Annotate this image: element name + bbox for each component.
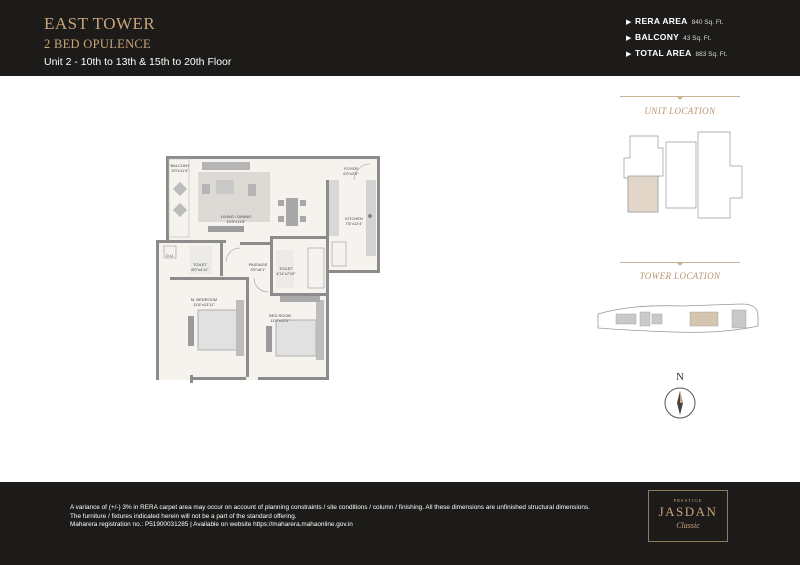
tower-title: EAST TOWER xyxy=(44,14,156,33)
second-headboard xyxy=(266,326,272,352)
area-label: RERA AREA xyxy=(635,16,688,26)
kitchen-counter-left xyxy=(329,180,339,236)
room-dim-balcony: 3'0"x11'4" xyxy=(171,168,189,173)
rera-registration-text: Maharera registration no.: P51900031285 | Available on website https://maharera.mahaonline.gov.in xyxy=(70,521,353,529)
kitchen-sink xyxy=(368,214,372,218)
brand-logo xyxy=(648,490,728,542)
room-dim-master-bedroom: 11'6"x13'11" xyxy=(193,302,215,307)
floor-plan xyxy=(140,150,390,410)
highlighted-tower xyxy=(690,312,718,326)
tower-location-title: TOWER LOCATION xyxy=(639,271,721,281)
header-bar xyxy=(0,0,800,76)
room-dim-toilet-2: 4'11"x7'10" xyxy=(276,271,296,276)
tower-location-rule xyxy=(620,262,740,263)
room-dim-bedroom: 11'0"x12'0" xyxy=(270,318,290,323)
area-summary xyxy=(626,16,796,64)
room-name-toilet-1: TOILET xyxy=(193,262,207,267)
room-dim-toilet-1: 8'0"x4'11" xyxy=(191,267,209,272)
room-dim-living: 19'8"x11'6" xyxy=(226,219,246,224)
room-dim-foyer: 6'0"x3'5" xyxy=(343,171,359,176)
configuration-title: 2 BED OPULENCE xyxy=(44,37,151,51)
footer-bar xyxy=(0,482,800,565)
second-wardrobe-top xyxy=(280,296,320,302)
room-name-toilet-2: TOILET xyxy=(279,266,293,271)
room-name-du: D.U. xyxy=(166,253,174,258)
triangle-bullet-icon: ▶ xyxy=(626,35,632,42)
logo-project-name: JASDAN xyxy=(658,504,718,519)
triangle-bullet-icon: ▶ xyxy=(626,51,632,58)
north-label: N xyxy=(676,371,684,383)
master-wardrobe xyxy=(236,300,244,356)
area-value: 840 Sq. Ft. xyxy=(691,19,724,26)
second-wardrobe xyxy=(316,300,324,360)
master-bed xyxy=(198,310,240,350)
unit-floors: Unit 2 - 10th to 13th & 15th to 20th Floor xyxy=(44,56,232,68)
room-name-master-bedroom: M. BEDROOM xyxy=(190,297,218,302)
area-row-balcony xyxy=(626,32,796,48)
unit-location-key-plan xyxy=(618,128,748,223)
tv-unit xyxy=(208,226,244,232)
triangle-bullet-icon: ▶ xyxy=(626,19,632,26)
area-value: 883 Sq. Ft. xyxy=(695,51,728,58)
area-value: 43 Sq. Ft. xyxy=(683,35,712,42)
room-dim-passage: 3'5"x6'1" xyxy=(250,267,266,272)
room-name-bedroom: BED ROOM xyxy=(269,313,291,318)
room-name-living: LIVING / DINING xyxy=(220,214,252,219)
tower-location-site-plan xyxy=(592,294,764,342)
room-dim-kitchen: 7'6"x12'4" xyxy=(345,221,363,226)
room-name-foyer: FOYER xyxy=(344,166,358,171)
kitchen-counter xyxy=(366,180,376,256)
area-row-total xyxy=(626,48,796,64)
area-label: BALCONY xyxy=(635,32,680,42)
room-name-kitchen: KITCHEN xyxy=(345,216,363,221)
room-name-balcony: BALCONY xyxy=(170,163,190,168)
compass-icon xyxy=(663,386,697,420)
logo-brand-prefix: PRESTIGE xyxy=(673,498,703,503)
logo-script-text: Classic xyxy=(676,521,700,530)
unit-location-rule xyxy=(620,96,740,97)
master-headboard xyxy=(188,316,194,346)
disclaimer xyxy=(70,504,590,530)
second-bed xyxy=(276,320,316,356)
highlighted-unit xyxy=(628,176,658,212)
unit-location-title: UNIT LOCATION xyxy=(644,106,716,116)
area-row-rera xyxy=(626,16,796,32)
area-label: TOTAL AREA xyxy=(635,48,692,58)
disclaimer-text: A variance of (+/-) 3% in RERA carpet area may occur on account of planning constraints / site conditions / column / finishing. All these dimensions are unfinished structural dimensions. The furniture / fixtures indicated herein will not be a part of the standard offering. xyxy=(70,504,590,520)
room-name-passage: PASSAGE xyxy=(248,262,268,267)
